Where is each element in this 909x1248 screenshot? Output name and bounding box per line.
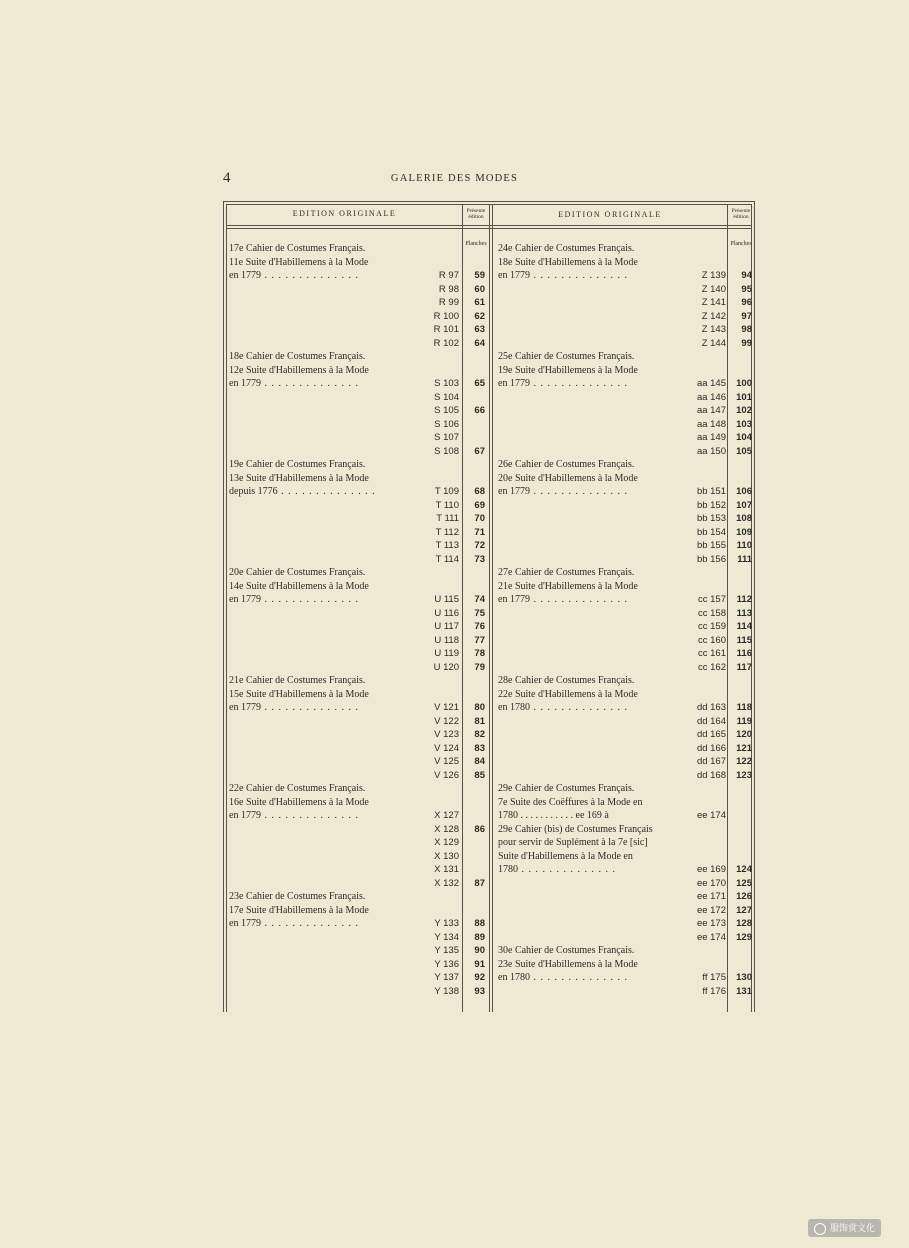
table-row: [223, 647, 755, 661]
entry-text: 19e Cahier de Costumes Français.: [229, 459, 366, 470]
original-plate-ref: T 110: [435, 499, 459, 511]
table-row: [223, 715, 755, 729]
table-row: [223, 526, 755, 540]
entry-text: 27e Cahier de Costumes Français.: [498, 567, 635, 578]
table-row: [223, 863, 755, 877]
original-plate-ref: X 131: [434, 864, 459, 875]
entry-text: 30e Cahier de Costumes Français.: [498, 945, 635, 956]
original-plate-ref: V 124: [434, 742, 459, 754]
planche-number: 59: [474, 270, 485, 281]
table-row: [223, 944, 755, 958]
original-plate-ref: Y 135: [434, 945, 459, 956]
entry-text: 29e Cahier de Costumes Français.: [498, 783, 635, 794]
original-plate-ref: R 98: [438, 283, 459, 295]
planche-number: 98: [741, 324, 752, 335]
table-row: [223, 310, 755, 324]
planche-number: 75: [474, 607, 485, 619]
original-plate-ref: S 106: [434, 418, 459, 430]
entry-text: 15e Suite d'Habillemens à la Mode: [229, 688, 369, 700]
entry-text: 21e Suite d'Habillemens à la Mode: [498, 580, 638, 592]
table-row: [223, 553, 755, 567]
original-plate-ref: X 127: [434, 810, 459, 821]
planche-number: 130: [736, 972, 752, 983]
table-row: [223, 256, 755, 270]
original-plate-ref: Z 141: [701, 297, 726, 308]
original-plate-ref: cc 158: [698, 607, 726, 619]
original-plate-ref: Z 139: [701, 270, 726, 281]
planche-number: 131: [736, 985, 752, 997]
original-plate-ref: bb 153: [696, 513, 726, 524]
original-plate-ref: R 102: [433, 337, 459, 349]
planche-number: 108: [736, 513, 752, 524]
original-plate-ref: S 107: [434, 432, 459, 443]
table-row: [223, 364, 755, 378]
original-plate-ref: ee 169: [696, 864, 726, 875]
planche-number: 70: [474, 513, 485, 524]
original-plate-ref: S 103: [434, 378, 459, 389]
page-title: GALERIE DES MODES: [390, 173, 519, 184]
entry-text: 22e Cahier de Costumes Français.: [229, 783, 366, 794]
entry-text: en 1779 . . .: [229, 377, 359, 391]
entry-text: 23e Cahier de Costumes Français.: [229, 891, 366, 902]
planche-number: 90: [474, 945, 485, 956]
planche-number: 107: [736, 499, 752, 511]
table-row: [223, 904, 755, 918]
original-plate-ref: T 112: [435, 526, 459, 538]
table-row: [223, 755, 755, 769]
planches-label-left: Planches: [465, 241, 487, 247]
planche-number: 127: [736, 904, 752, 916]
planche-number: 105: [736, 445, 752, 457]
original-plate-ref: ff 176: [702, 985, 726, 997]
table-row: [223, 445, 755, 459]
entry-text: 22e Suite d'Habillemens à la Mode: [498, 688, 638, 700]
planche-number: 77: [474, 634, 485, 646]
planche-number: 129: [736, 931, 752, 943]
planche-number: 113: [736, 607, 752, 619]
header-edition-originale-right: EDITION ORIGINALE: [558, 210, 662, 219]
table-row: [223, 809, 755, 823]
table-row: [223, 485, 755, 499]
original-plate-ref: ee 170: [696, 877, 726, 889]
original-plate-ref: dd 163: [696, 702, 726, 713]
entry-text: 20e Cahier de Costumes Français.: [229, 567, 366, 578]
planche-number: 73: [474, 553, 485, 565]
planche-number: 126: [736, 891, 752, 902]
original-plate-ref: Y 138: [434, 985, 459, 997]
original-plate-ref: S 105: [434, 405, 459, 416]
original-plate-ref: Z 142: [701, 310, 726, 322]
planche-number: 74: [474, 594, 485, 605]
header-presente-edition-left: Présente édition: [466, 208, 486, 220]
entry-text: 19e Suite d'Habillemens à la Mode: [498, 364, 638, 376]
planche-number: 65: [474, 378, 485, 389]
header-presente-edition-right: Présente édition: [731, 208, 751, 220]
original-plate-ref: cc 157: [698, 594, 726, 605]
planche-number: 120: [736, 729, 752, 740]
table-row: [223, 890, 755, 904]
planche-number: 118: [736, 702, 752, 713]
original-plate-ref: R 97: [438, 270, 459, 281]
table-row: [223, 296, 755, 310]
planche-number: 123: [736, 769, 752, 781]
table-row: [223, 323, 755, 337]
original-plate-ref: U 118: [434, 634, 459, 646]
planche-number: 116: [736, 648, 752, 659]
original-plate-ref: cc 162: [698, 661, 726, 673]
entry-text: 1780 . . .: [498, 863, 616, 877]
planche-number: 125: [736, 877, 752, 889]
original-plate-ref: U 117: [434, 621, 459, 632]
original-plate-ref: T 111: [436, 513, 459, 524]
table-row: [223, 823, 755, 837]
original-plate-ref: R 101: [433, 324, 459, 335]
original-plate-ref: U 120: [433, 661, 459, 673]
table-row: [223, 269, 755, 283]
entry-text: 7e Suite des Coëffures à la Mode en: [498, 796, 643, 808]
table-row: [223, 674, 755, 688]
entry-text: 13e Suite d'Habillemens à la Mode: [229, 472, 369, 484]
table-row: [223, 620, 755, 634]
table-row: [223, 850, 755, 864]
original-plate-ref: Z 140: [701, 283, 726, 295]
table-row: [223, 836, 755, 850]
planche-number: 102: [736, 405, 752, 416]
planche-number: 121: [736, 742, 752, 754]
table-row: [223, 634, 755, 648]
table-row: [223, 458, 755, 472]
planche-number: 79: [474, 661, 485, 673]
table-row: [223, 283, 755, 297]
original-plate-ref: Y 134: [434, 931, 459, 943]
table-row: [223, 512, 755, 526]
planche-number: 64: [474, 337, 485, 349]
planche-number: 94: [741, 270, 752, 281]
entry-text: en 1779 . . .: [229, 269, 359, 283]
planche-number: 97: [741, 310, 752, 322]
original-plate-ref: bb 151: [696, 486, 726, 497]
table-row: [223, 877, 755, 891]
original-plate-ref: dd 164: [696, 715, 726, 727]
entry-text: depuis 1776 . . .: [229, 485, 376, 499]
table-border: [223, 201, 755, 202]
original-plate-ref: aa 147: [696, 405, 726, 416]
table-row: [223, 782, 755, 796]
entry-text: 1780 . . . . . . . . . . . ee 169 à: [498, 810, 609, 821]
planche-number: 110: [736, 540, 752, 551]
original-plate-ref: cc 160: [698, 634, 726, 646]
planche-number: 88: [474, 918, 485, 929]
table-row: [223, 971, 755, 985]
original-plate-ref: T 114: [435, 553, 459, 565]
planche-number: 67: [474, 445, 485, 457]
planche-number: 106: [736, 486, 752, 497]
catalogue-table: [223, 201, 755, 1012]
entry-text: 17e Cahier de Costumes Français.: [229, 243, 366, 254]
table-row: [223, 661, 755, 675]
watermark-logo-icon: [814, 1223, 826, 1235]
table-row: [223, 539, 755, 553]
planche-number: 84: [474, 756, 485, 767]
entry-text: en 1779 . . .: [229, 701, 359, 715]
original-plate-ref: S 108: [434, 445, 459, 457]
planche-number: 89: [474, 931, 485, 943]
original-plate-ref: bb 154: [696, 526, 726, 538]
table-row: [223, 404, 755, 418]
planche-number: 117: [736, 661, 752, 673]
table-row: [223, 337, 755, 351]
original-plate-ref: X 130: [434, 850, 459, 862]
planche-number: 103: [736, 418, 752, 430]
planche-number: 76: [474, 621, 485, 632]
table-row: [223, 688, 755, 702]
original-plate-ref: X 129: [434, 837, 459, 848]
original-plate-ref: cc 161: [698, 648, 726, 659]
planche-number: 119: [736, 715, 752, 727]
entry-text: 28e Cahier de Costumes Français.: [498, 675, 635, 686]
original-plate-ref: dd 168: [696, 769, 726, 781]
planche-number: 91: [474, 958, 485, 970]
planche-number: 62: [474, 310, 485, 322]
original-plate-ref: ee 173: [696, 918, 726, 929]
original-plate-ref: aa 150: [696, 445, 726, 457]
table-row: [223, 917, 755, 931]
planche-number: 115: [736, 634, 752, 646]
entry-text: 24e Cahier de Costumes Français.: [498, 243, 635, 254]
table-row: [223, 472, 755, 486]
original-plate-ref: S 104: [434, 391, 459, 403]
original-plate-ref: bb 155: [696, 540, 726, 551]
planche-number: 60: [474, 283, 485, 295]
table-row: [223, 607, 755, 621]
entry-text: 23e Suite d'Habillemens à la Mode: [498, 958, 638, 970]
original-plate-ref: U 119: [434, 648, 459, 659]
entry-text: 20e Suite d'Habillemens à la Mode: [498, 472, 638, 484]
entry-text: 26e Cahier de Costumes Français.: [498, 459, 635, 470]
table-row: [223, 350, 755, 364]
original-plate-ref: dd 165: [696, 729, 726, 740]
entry-text: 21e Cahier de Costumes Français.: [229, 675, 366, 686]
original-plate-ref: V 123: [434, 729, 459, 740]
original-plate-ref: V 122: [434, 715, 459, 727]
original-plate-ref: dd 166: [696, 742, 726, 754]
entry-text: en 1780 . . .: [498, 701, 628, 715]
planche-number: 104: [736, 432, 752, 443]
original-plate-ref: aa 146: [696, 391, 726, 403]
original-plate-ref: cc 159: [698, 621, 726, 632]
planche-number: 101: [736, 391, 752, 403]
original-plate-ref: T 109: [434, 486, 459, 497]
entry-text: 17e Suite d'Habillemens à la Mode: [229, 904, 369, 916]
planche-number: 66: [474, 405, 485, 416]
planche-number: 99: [741, 337, 752, 349]
original-plate-ref: aa 149: [696, 432, 726, 443]
original-plate-ref: bb 152: [696, 499, 726, 511]
planche-number: 92: [474, 972, 485, 983]
planches-label-right: Planches: [730, 241, 752, 247]
header-edition-originale-left: EDITION ORIGINALE: [292, 209, 397, 218]
table-row: [223, 931, 755, 945]
planche-number: 83: [474, 742, 485, 754]
planche-number: 86: [474, 823, 485, 835]
original-plate-ref: V 125: [434, 756, 459, 767]
table-row: [223, 499, 755, 513]
original-plate-ref: Z 143: [701, 324, 726, 335]
planche-number: 69: [474, 499, 485, 511]
entry-text: en 1779 . . .: [498, 593, 628, 607]
table-row: [223, 580, 755, 594]
entry-text: en 1779 . . .: [229, 917, 359, 931]
planche-number: 61: [474, 297, 485, 308]
entry-text: en 1779 . . .: [498, 269, 628, 283]
original-plate-ref: X 132: [434, 877, 459, 889]
original-plate-ref: R 100: [433, 310, 459, 322]
original-plate-ref: V 121: [434, 702, 459, 713]
planche-number: 85: [474, 769, 485, 781]
original-plate-ref: dd 167: [696, 756, 726, 767]
table-row: [223, 391, 755, 405]
planche-number: 87: [474, 877, 485, 889]
table-row: [223, 418, 755, 432]
planche-number: 63: [474, 324, 485, 335]
original-plate-ref: bb 156: [696, 553, 726, 565]
entry-text: 18e Suite d'Habillemens à la Mode: [498, 256, 638, 268]
original-plate-ref: Z 144: [701, 337, 726, 349]
original-plate-ref: Y 136: [434, 958, 459, 970]
planche-number: 112: [736, 594, 752, 605]
table-row: [223, 958, 755, 972]
original-plate-ref: T 113: [435, 540, 459, 551]
entry-text: 16e Suite d'Habillemens à la Mode: [229, 796, 369, 808]
table-row: [223, 377, 755, 391]
planche-number: 96: [741, 297, 752, 308]
planche-number: 114: [736, 621, 752, 632]
planche-number: 124: [736, 864, 752, 875]
entry-text: 29e Cahier (bis) de Costumes Français: [498, 823, 653, 835]
original-plate-ref: ee 174: [696, 810, 726, 821]
watermark: [808, 1219, 881, 1237]
entry-text: 18e Cahier de Costumes Français.: [229, 351, 366, 362]
table-row: [223, 742, 755, 756]
entry-text: pour servir de Suplément à la 7e [sic]: [498, 837, 648, 848]
entry-text: 11e Suite d'Habillemens à la Mode: [229, 256, 369, 268]
table-row: [223, 242, 755, 256]
entry-text: en 1779 . . .: [498, 377, 628, 391]
original-plate-ref: X 128: [434, 823, 459, 835]
entry-text: en 1779 . . .: [498, 485, 628, 499]
original-plate-ref: Y 137: [434, 972, 459, 983]
planche-number: 78: [474, 648, 485, 659]
original-plate-ref: ee 171: [696, 891, 726, 902]
original-plate-ref: ee 172: [696, 904, 726, 916]
original-plate-ref: U 116: [434, 607, 459, 619]
entry-text: 25e Cahier de Costumes Français.: [498, 351, 635, 362]
planche-number: 68: [474, 486, 485, 497]
planche-number: 100: [736, 378, 752, 389]
table-row: [223, 985, 755, 999]
planche-number: 128: [736, 918, 752, 929]
original-plate-ref: V 126: [434, 769, 459, 781]
original-plate-ref: Y 133: [434, 918, 459, 929]
table-row: [223, 769, 755, 783]
table-row: [223, 593, 755, 607]
entry-text: en 1779 . . .: [229, 809, 359, 823]
page-number: 4: [223, 170, 231, 186]
original-plate-ref: aa 148: [696, 418, 726, 430]
table-row: [223, 728, 755, 742]
original-plate-ref: U 115: [434, 594, 459, 605]
planche-number: 72: [474, 540, 485, 551]
planche-number: 109: [736, 526, 752, 538]
entry-text: 14e Suite d'Habillemens à la Mode: [229, 580, 369, 592]
planche-number: 111: [737, 553, 752, 565]
planche-number: 95: [741, 283, 752, 295]
table-row: [223, 566, 755, 580]
table-row: [223, 701, 755, 715]
planche-number: 122: [736, 756, 752, 767]
planche-number: 93: [474, 985, 485, 997]
watermark-text: 服饰赏文化: [830, 1224, 876, 1234]
entry-text: 12e Suite d'Habillemens à la Mode: [229, 364, 369, 376]
entry-text: en 1779 . . .: [229, 593, 359, 607]
original-plate-ref: aa 145: [696, 378, 726, 389]
entry-text: Suite d'Habillemens à la Mode en: [498, 850, 633, 862]
original-plate-ref: R 99: [438, 297, 459, 308]
planche-number: 80: [474, 702, 485, 713]
original-plate-ref: ee 174: [696, 931, 726, 943]
planche-number: 82: [474, 729, 485, 740]
table-row: [223, 796, 755, 810]
table-row: [223, 431, 755, 445]
planche-number: 71: [474, 526, 485, 538]
original-plate-ref: ff 175: [702, 972, 726, 983]
planche-number: 81: [474, 715, 485, 727]
entry-text: en 1780 . . .: [498, 971, 628, 985]
